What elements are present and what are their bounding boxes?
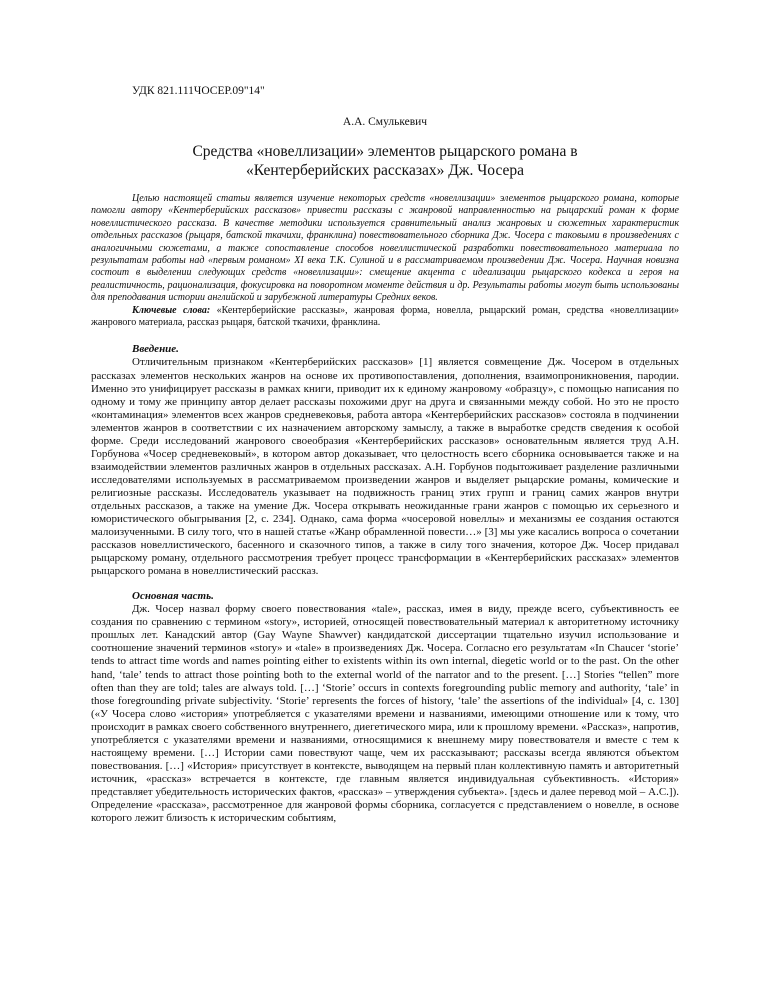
keywords-line: [91, 305, 679, 330]
keywords-text: «Кентерберийские рассказы», жанровая форма, новелла, рыцарский роман, средства «новеллизации» жанрового материала, рассказ рыцаря, батской ткачихи, франклина.: [91, 304, 679, 329]
article-page: [91, 84, 679, 825]
udk-code: УДК 821.111ЧОСЕР.09"14": [132, 85, 265, 97]
keywords-label: Ключевые слова:: [132, 304, 211, 316]
main-heading: Основная часть.: [132, 590, 214, 603]
intro-heading: Введение.: [132, 343, 179, 356]
main-paragraph: Дж. Чосер назвал форму своего повествования «tale», рассказ, имея в виду, прежде всего, субъективность ее создания по сравнению с термином «story», историей, относящей повествовательный материал к авторитетному источнику прошлых лет. Канадский автор (Gay Wayne Shawver) кандидатской диссертации тщательно изучил использование и соотношение значений терминов «story» и «tale» в произведениях Дж. Чосера. Согласно его результатам «In Chaucer ‘storie’ tends to attract time words and names pointing either to existents within its own internal, diegetic world or to the past. On the other hand, ‘tale’ tends to attract those pointing both to the external world of the narrator and to the present. […] Stories “tellen” more often than they are told; tales are always told. […] ‘Storie’ occurs in contexts foregrounding public memory and authority, ‘tale’ in those foregrounding private subjectivity. ‘Storie’ represents the forces of history, ‘tale’ the assertions of the individual» [4, c. 130] («У Чосера слово «история» употребляется с указателями времени и названиями, имеющими отношение или к тому, что происходит в рамках своего собственного внутреннего, диегетического мира, или к прошлому времени. «Рассказ», напротив, употребляется с указателями времени и названиями, относящимися к внешнему миру повествователя и вместе с тем к настоящему времени. […] Истории сами повествуют чаще, чем их рассказывают; рассказы всегда являются объектом повествования. […] «История» присутствует в контексте, выводящем на первый план коллективную память и авторитетный источник, «рассказ» встречается в контексте, где главным является индивидуальная субъективность. «История» представляет убедительность исторических фактов, «рассказ» – утверждения субъекта». [здесь и далее перевод мой – А.С.]). Определение «рассказа», рассмотренное для жанровой формы сборника, согласуется с представлением о новелле, в основе которого лежит близость к историческим событиям,: [91, 603, 679, 825]
abstract-text: Целью настоящей статьи является изучение некоторых средств «новеллизации» элементов рыцарского романа, которые помогли автору «Кентерберийских рассказов» привести рассказы с жанровой направленностью на рыцарский роман к форме новеллистического рассказа. В качестве методики используется сравнительный анализ жанровых и сюжетных характеристик отдельных рассказов (рыцаря, батской ткачихи, франклина) повествовательного сборника Дж. Чосера с таковыми в произведениях с аналогичными сюжетами, а также сопоставление способов новеллистической разработки повествовательного материала по результатам работы над «первым романом» XI века Т.К. Сулиной и в рассматриваемом произведении Дж. Чосера. Научная новизна состоит в выделении следующих средств «новеллизации»: смещение акцента с идеализации рыцарского кодекса и героя на реалистичность, рационализация, фокусировка на поворотном моменте действия и др. Результаты работы могут быть использованы для преподавания истории английской и зарубежной литературы Средних веков.: [91, 193, 679, 304]
article-title: Средства «новеллизации» элементов рыцарского романа в «Кентерберийских рассказах» Дж. Чосера: [192, 143, 578, 179]
intro-paragraph: Отличительным признаком «Кентерберийских рассказов» [1] является совмещение Дж. Чосером в отдельных рассказах элементов нескольких жанров на основе их противопоставления, дополнения, взаимопроникновения, пародии. Именно это унифицирует рассказы в рамках книги, приводит их к единому жанровому «образцу», с помощью написания по одному и тому же принципу автор делает рассказы похожими друг на друга и связанными между собой. Но это не просто «контаминация» элементов всех жанров средневековья, работа автора «Кентерберийских рассказов» состояла в подчинении элементов жанров в соответствии с их назначением авторскому замыслу, а также в выработке средств сведения к особой форме. Среди исследований жанрового своеобразия «Кентерберийских рассказов» основательным является труд А.Н. Горбунова «Чосер средневековый», в котором автор доказывает, что целостность всего сборника основывается также и на взаимодействии элементов различных жанров в отдельных рассказах. А.Н. Горбунов подытоживает разделение различными исследователями используемых в рассматриваемом произведении жанров и выделяет рыцарские романы, комические и религиозные рассказы. Исследователь указывает на подвижность границ этих групп и границ самих жанров внутри отдельных рассказов, а также на умение Дж. Чосера открывать неожиданные грани жанров с помощью их серьезного и юмористического обыгрывания [2, с. 234]. Однако, сама форма «чосеровой новеллы» и механизмы ее создания остаются малоизученными. В силу того, что в нашей статье «Жанр обрамленной повести…» [3] мы уже касались вопроса о сочетании рассказов новеллистического, басенного и сказочного типов, а также в силу того значения, которое Дж. Чосер придавал рыцарскому роману, отдельного рассмотрения требует процесс трансформации в «Кентерберийских рассказах» элементов рыцарского романа в новеллистический рассказ.: [91, 356, 679, 578]
article-author: А.А. Смулькевич: [342, 116, 428, 128]
